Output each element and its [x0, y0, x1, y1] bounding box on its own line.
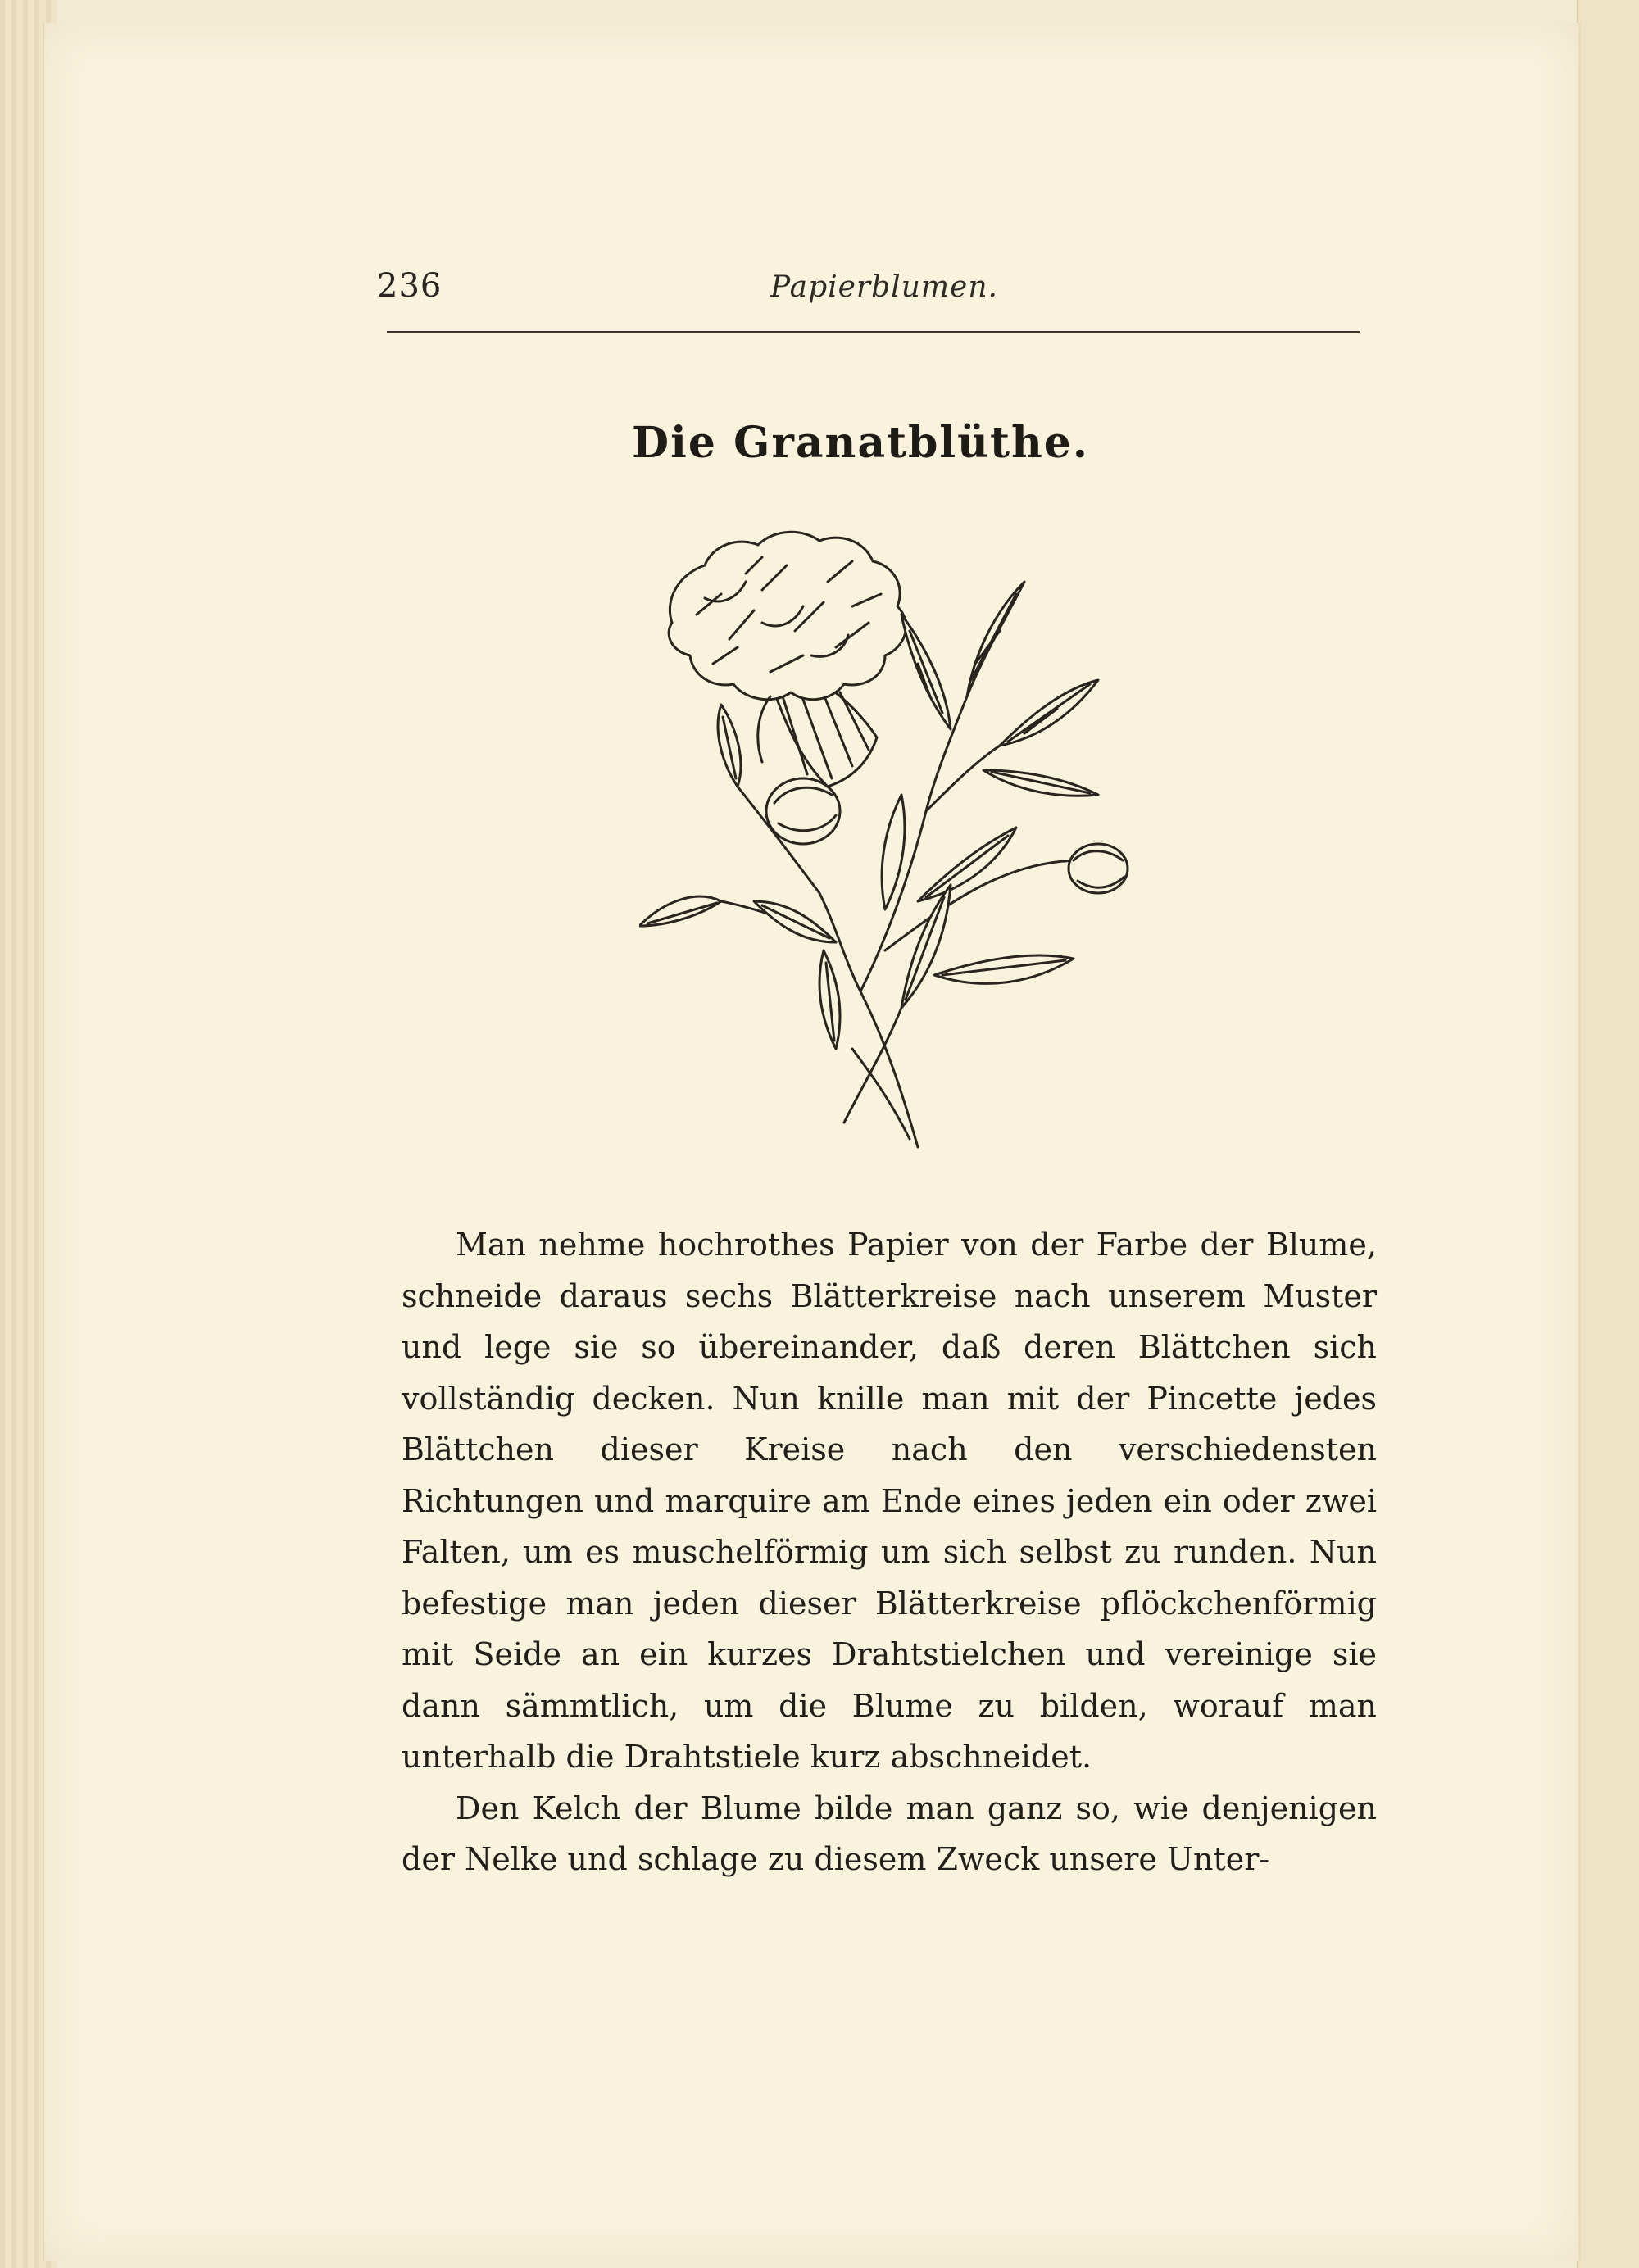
- pomegranate-blossom-icon: [639, 516, 1131, 1163]
- page-header: [377, 267, 1360, 316]
- facing-page-edge: [1577, 0, 1639, 2268]
- body-text: [402, 1219, 1377, 1885]
- header-rule: [387, 331, 1360, 333]
- paragraph-2: Den Kelch der Blume bilde man ganz so, wie denjenigen der Nelke und schlage zu diesem Zweck unsere Unter-: [402, 1789, 1377, 1877]
- running-head: Papierblumen.: [770, 270, 998, 304]
- paragraph-1: Man nehme hochrothes Papier von der Farbe der Blume, schneide daraus sechs Blätterkreise nach unserem Muster und lege sie so übereinander, daß deren Blättchen sich vollständig decken. Nun knille man mit der Pincette jedes Blättchen dieser Kreise nach den verschiedensten Richtungen und marquire am Ende eines jeden ein oder zwei Falten, um es muschelförmig um sich selbst zu runden. Nun befestige man jeden dieser Blätterkreise pflöckchenförmig mit Seide an ein kurzes Drahtstielchen und vereinige sie dann sämmtlich, um die Blume zu bilden, worauf man unterhalb die Drahtstiele kurz abschneidet.: [402, 1227, 1377, 1775]
- page-number: 236: [377, 267, 443, 305]
- section-title: Die Granatblüthe.: [632, 418, 1089, 468]
